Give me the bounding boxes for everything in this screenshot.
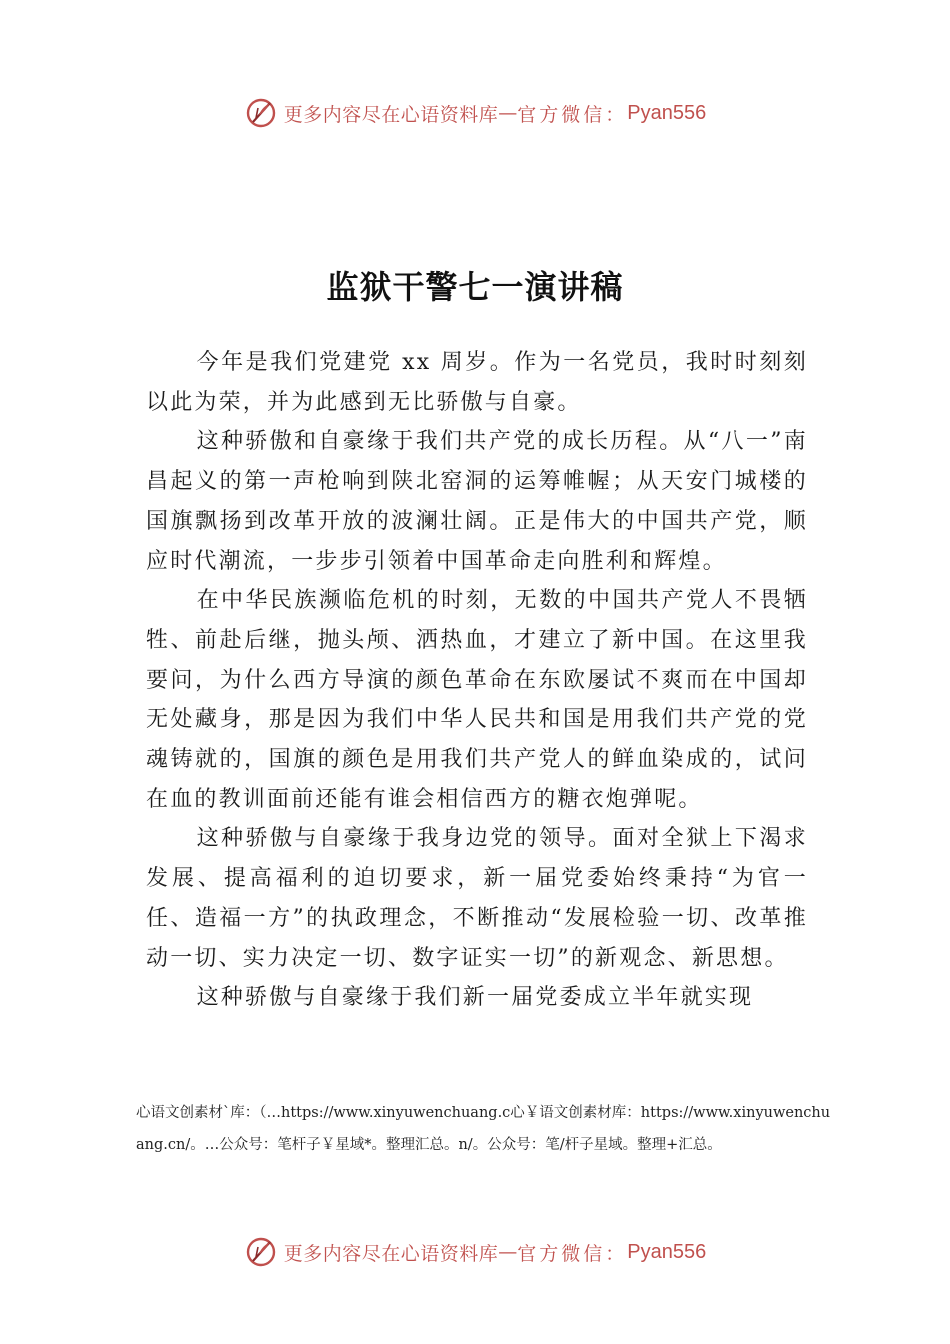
watermark-header	[0, 93, 950, 133]
watermark-footer	[0, 1232, 950, 1272]
quill-logo-icon	[244, 1235, 278, 1269]
paragraph-3: 在中华民族濒临危机的时刻，无数的中国共产党人不畏牺牲、前赴后继，抛头颅、洒热血，才建立了新中国。在这里我要问，为什么西方导演的颜色革命在东欧屡试不爽而在中国却无处藏身，那是因为我们中华人民共和国是用我们共产党的党魂铸就的，国旗的颜色是用我们共产党人的鲜血染成的，试问在血的教训面前还能有谁会相信西方的糖衣炮弹呢。	[146, 588, 808, 812]
paragraph-4: 这种骄傲与自豪缘于我身边党的领导。面对全狱上下渴求发展、提高福利的迫切要求，新一届党委始终秉持“为官一任、造福一方”的执政理念，不断推动“发展检验一切、改革推动一切、实力决定一切、数字证实一切”的新观念、新思想。	[146, 826, 808, 971]
source-footnote: 心语文创素材`库：（…https://www.xinyuwenchuang.c心￥语文创素材库：https://www.xinyuwenchuang.cn/。…公众号：笔杆子￥星域*。整理汇总。n/。公众号：笔/杆子星域。整理+汇总。	[136, 1105, 831, 1153]
paragraph-2: 这种骄傲和自豪缘于我们共产党的成长历程。从“八一”南昌起义的第一声枪响到陕北窑洞的运筹帷幄；从天安门城楼的国旗飘扬到改革开放的波澜壮阔。正是伟大的中国共产党，顺应时代潮流，一步步引领着中国革命走向胜利和辉煌。	[146, 429, 808, 574]
watermark-wechat-label: 官方微信：	[517, 103, 628, 126]
paragraph-1: 今年是我们党建党 xx 周岁。作为一名党员，我时时刻刻以此为荣，并为此感到无比骄傲与自豪。	[146, 350, 808, 415]
paragraph-5: 这种骄傲与自豪缘于我们新一届党委成立半年就实现	[196, 985, 754, 1011]
watermark-wechat-id: Pyan556	[627, 1240, 707, 1263]
document-body	[146, 343, 808, 1018]
watermark-text: 更多内容尽在心语资料库	[283, 103, 499, 126]
watermark-wechat-id: Pyan556	[627, 101, 707, 124]
watermark-text: 更多内容尽在心语资料库	[283, 1242, 499, 1265]
quill-logo-icon	[244, 96, 278, 130]
watermark-wechat-label: 官方微信：	[517, 1242, 628, 1265]
watermark-separator: —	[498, 1241, 518, 1263]
watermark-separator: —	[498, 102, 518, 124]
document-title: 监狱干警七一演讲稿	[326, 268, 624, 306]
